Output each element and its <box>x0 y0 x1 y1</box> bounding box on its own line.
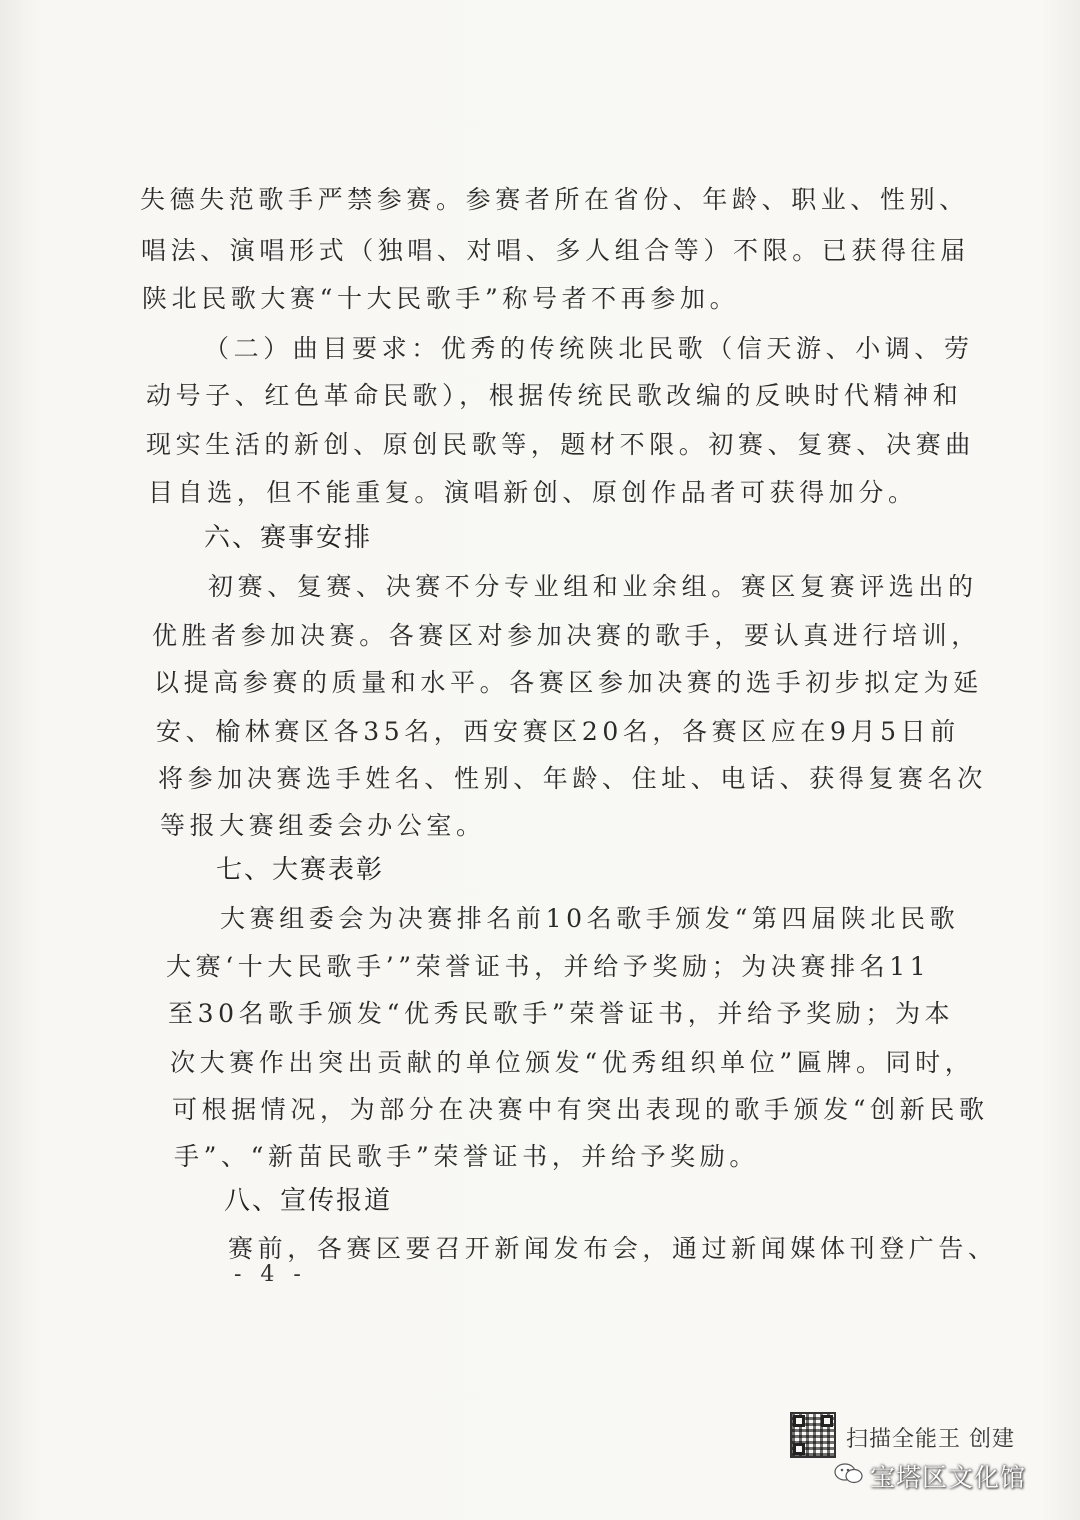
section-heading: 七、大赛表彰 <box>216 855 385 885</box>
body-line: 失德失范歌手严禁参赛。参赛者所在省份、年龄、职业、性别、 <box>140 185 969 214</box>
page-number: - 4 - <box>234 1262 307 1287</box>
body-line: 初赛、复赛、决赛不分专业组和业余组。赛区复赛评选出的 <box>208 572 978 601</box>
section-heading: 八、宣传报道 <box>224 1186 393 1216</box>
body-line: 目自选，但不能重复。演唱新创、原创作品者可获得加分。 <box>148 478 918 507</box>
account-name: 宝塔区文化馆 <box>870 1463 1027 1492</box>
body-line: 赛前，各赛区要召开新闻发布会，通过新闻媒体刊登广告、 <box>228 1234 998 1263</box>
scanner-credit: 扫描全能王 创建 <box>846 1427 1015 1452</box>
body-line: 至30名歌手颁发“优秀民歌手”荣誉证书，并给予奖励；为本 <box>168 999 955 1028</box>
body-line: 陕北民歌大赛“十大民歌手”称号者不再参加。 <box>142 284 740 313</box>
watermark <box>790 1412 1050 1502</box>
body-line: （二）曲目要求：优秀的传统陕北民歌（信天游、小调、劳 <box>204 334 974 363</box>
body-line: 现实生活的新创、原创民歌等，题材不限。初赛、复赛、决赛曲 <box>146 430 975 459</box>
body-line: 等报大赛组委会办公室。 <box>160 811 486 840</box>
body-line: 手”、“新苗民歌手”荣誉证书，并给予奖励。 <box>174 1142 759 1171</box>
body-line: 可根据情况，为部分在决赛中有突出表现的歌手颁发“创新民歌 <box>172 1095 989 1124</box>
body-line: 安、榆林赛区各35名，西安赛区20名，各赛区应在9月5日前 <box>156 717 960 746</box>
body-line: 动号子、红色革命民歌），根据传统民歌改编的反映时代精神和 <box>146 381 963 410</box>
wechat-icon <box>834 1462 864 1486</box>
section-heading: 六、赛事安排 <box>204 523 373 553</box>
body-line: 大赛组委会为决赛排名前10名歌手颁发“第四届陕北民歌 <box>220 904 960 933</box>
body-line: 将参加决赛选手姓名、性别、年龄、住址、电话、获得复赛名次 <box>158 764 987 793</box>
body-line: 优胜者参加决赛。各赛区对参加决赛的歌手，要认真进行培训， <box>152 621 981 650</box>
body-line: 大赛‘十大民歌手’”荣誉证书，并给予奖励；为决赛排名11 <box>166 952 931 981</box>
body-line: 次大赛作出突出贡献的单位颁发“优秀组织单位”匾牌。同时， <box>170 1048 975 1077</box>
body-line: 以提高参赛的质量和水平。各赛区参加决赛的选手初步拟定为延 <box>154 668 983 697</box>
body-line: 唱法、演唱形式（独唱、对唱、多人组合等）不限。已获得往届 <box>141 236 970 265</box>
qr-code-icon <box>790 1412 836 1458</box>
